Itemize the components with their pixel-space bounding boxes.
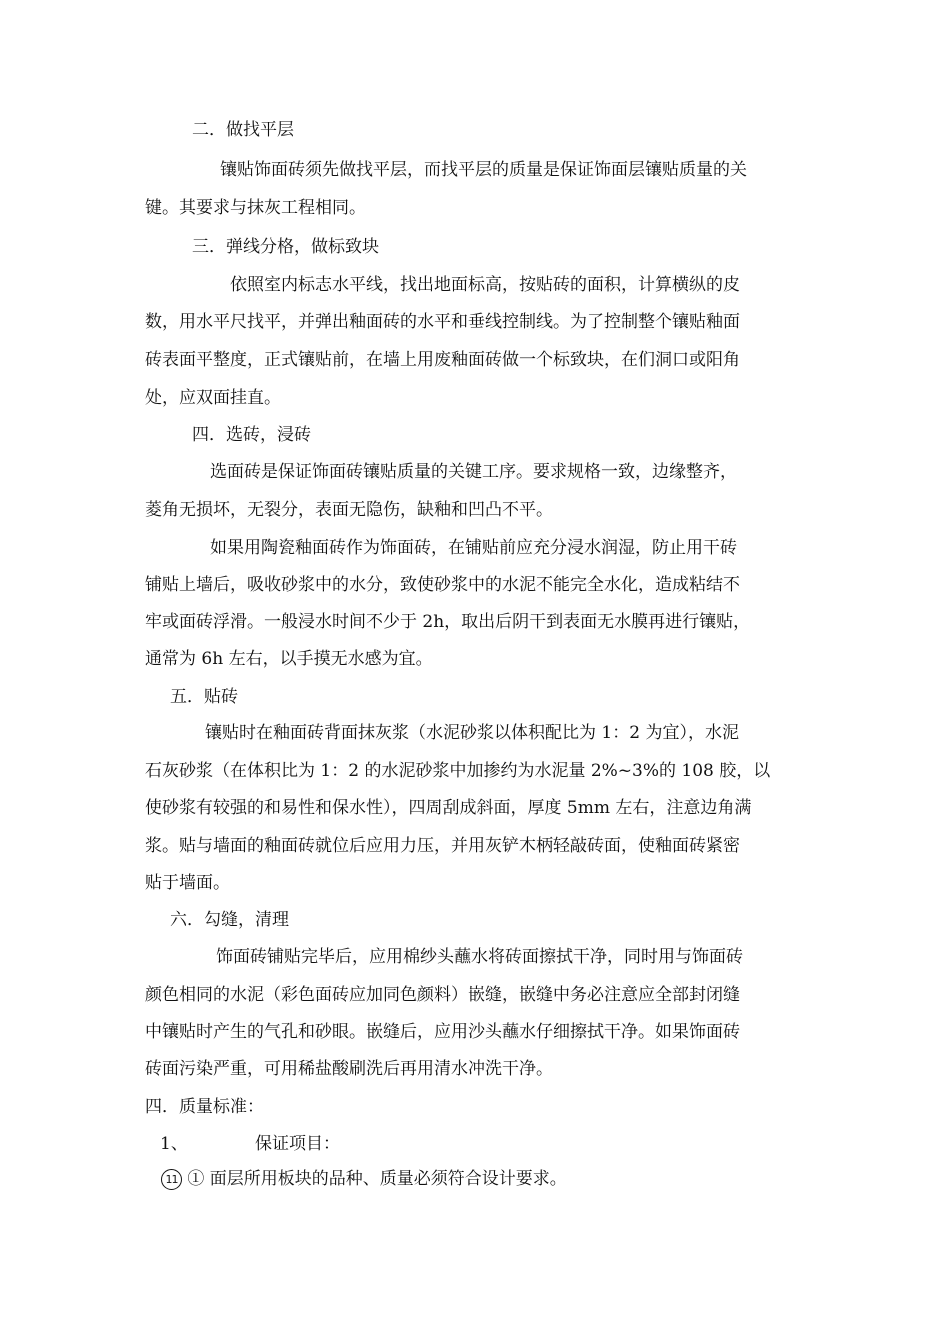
paragraph-line: 饰面砖铺贴完毕后，应用棉纱头蘸水将砖面擦拭干净，同时用与饰面砖: [216, 947, 743, 967]
paragraph-line: 依照室内标志水平线，找出地面标高，按贴砖的面积，计算横纵的皮: [230, 275, 740, 295]
paragraph-line: 浆。贴与墙面的釉面砖就位后应用力压，并用灰铲木柄轻敲砖面，使釉面砖紧密: [145, 836, 740, 856]
section-heading-quality-standard: 四．质量标准：: [145, 1097, 264, 1117]
section-heading-leveling: 二．做找平层: [192, 120, 294, 140]
paragraph-line: 砖表面平整度，正式镶贴前，在墙上用废釉面砖做一个标致块，在们洞口或阳角: [145, 350, 740, 370]
paragraph-line: 砖面污染严重，可用稀盐酸刷洗后再用清水冲洗干净。: [145, 1059, 553, 1079]
circled-number-icon: 11: [161, 1169, 182, 1190]
paragraph-line: 铺贴上墙后，吸收砂浆中的水分，致使砂浆中的水泥不能完全水化，造成粘结不: [145, 575, 740, 595]
paragraph-line: 镶贴饰面砖须先做找平层，而找平层的质量是保证饰面层镶贴质量的关: [220, 160, 747, 180]
sub-item-row: [161, 1168, 567, 1190]
paragraph-line: 颜色相同的水泥（彩色面砖应加同色颜料）嵌缝，嵌缝中务必注意应全部封闭缝: [145, 985, 740, 1005]
list-item-label: 保证项目：: [255, 1134, 340, 1154]
paragraph-line: 选面砖是保证饰面砖镶贴质量的关键工序。要求规格一致，边缘整齐，: [210, 462, 737, 482]
paragraph-line: 通常为 6h 左右，以手摸无水感为宜。: [145, 649, 433, 669]
paragraph-line: 石灰砂浆（在体积比为 1：2 的水泥砂浆中加掺约为水泥量 2%~3%的 108 胶，以: [145, 761, 771, 781]
paragraph-line: 数，用水平尺找平，并弹出釉面砖的水平和垂线控制线。为了控制整个镶贴釉面: [145, 312, 740, 332]
paragraph-line: 如果用陶瓷釉面砖作为饰面砖，在铺贴前应充分浸水润湿，防止用干砖: [210, 538, 737, 558]
sub-item-text: ① 面层所用板块的品种、质量必须符合设计要求。: [187, 1169, 567, 1189]
paragraph-line: 镶贴时在釉面砖背面抹灰浆（水泥砂浆以体积配比为 1：2 为宜），水泥: [205, 723, 739, 743]
section-heading-layout: 三．弹线分格，做标致块: [192, 237, 379, 257]
paragraph-line: 键。其要求与抹灰工程相同。: [145, 198, 366, 218]
paragraph-line: 使砂浆有较强的和易性和保水性），四周刮成斜面，厚度 5mm 左右，注意边角满: [145, 798, 752, 818]
section-heading-tiling: 五．贴砖: [170, 687, 238, 707]
paragraph-line: 菱角无损坏，无裂分，表面无隐伤，缺釉和凹凸不平。: [145, 500, 553, 520]
paragraph-line: 处，应双面挂直。: [145, 388, 281, 408]
paragraph-line: 牢或面砖浮滑。一般浸水时间不少于 2h，取出后阴干到表面无水膜再进行镶贴，: [145, 612, 751, 632]
list-item-number: 1、: [160, 1134, 188, 1154]
paragraph-line: 中镶贴时产生的气孔和砂眼。嵌缝后，应用沙头蘸水仔细擦拭干净。如果饰面砖: [145, 1022, 740, 1042]
paragraph-line: 贴于墙面。: [145, 873, 230, 893]
section-heading-grouting: 六．勾缝，清理: [170, 910, 289, 930]
section-heading-tile-selection: 四．选砖，浸砖: [192, 425, 311, 445]
